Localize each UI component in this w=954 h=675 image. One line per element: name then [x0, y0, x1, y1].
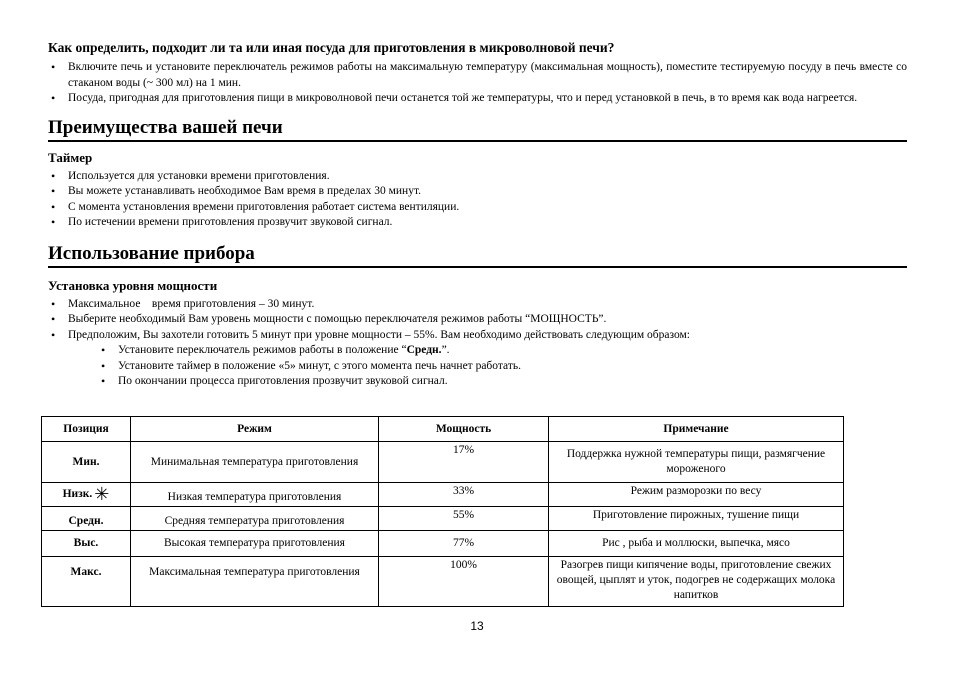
note-cell: Приготовление пирожных, тушение пищи: [549, 507, 844, 531]
position-cell: Мин.: [42, 442, 131, 483]
col-header-mode: Режим: [131, 417, 379, 442]
table-row: [42, 507, 844, 531]
list-item: • По окончании процесса приготовления прозвучит звуковой сигнал.: [98, 374, 907, 390]
list-item: [98, 343, 907, 359]
usage-list: [48, 297, 907, 344]
table-row: [42, 557, 844, 607]
document-page: [48, 40, 907, 390]
list-item: • Установите таймер в положение «5» минут, с этого момента печь начнет работать.: [98, 359, 907, 375]
position-cell: Макс.: [42, 557, 131, 607]
power-cell: 17%: [379, 442, 549, 483]
usage-heading: Использование прибора: [48, 243, 907, 268]
position-cell: Средн.: [42, 507, 131, 531]
list-item: • Предположим, Вы захотели готовить 5 минут при уровне мощности – 55%. Вам необходимо действовать следующим образом:: [48, 328, 907, 344]
mode-cell: Максимальная температура приготовления: [131, 557, 379, 607]
power-table-wrapper: [41, 416, 844, 607]
timer-list: [48, 169, 907, 231]
list-item: • Включите печь и установите переключатель режимов работы на максимальную температуру (максимальная мощность), поместите тестируемую посуду в печь вместе со стаканом воды (~ 300 мл) на 1 мин.: [48, 60, 907, 91]
note-cell: Рис , рыба и моллюски, выпечка, мясо: [549, 531, 844, 557]
power-cell: 33%: [379, 483, 549, 507]
list-item: • Посуда, пригодная для приготовления пищи в микроволновой печи останется той же температуры, что и перед установкой в печь, в то время как вода нагреется.: [48, 91, 907, 107]
power-cell: 77%: [379, 531, 549, 557]
list-item: • Вы можете устанавливать необходимое Вам время в пределах 30 минут.: [48, 184, 907, 200]
snowflake-icon: ✳: [94, 484, 110, 504]
power-level-subheading: Установка уровня мощности: [48, 277, 218, 293]
note-cell: Режим разморозки по весу: [549, 483, 844, 507]
list-item: • Используется для установки времени приготовления.: [48, 169, 907, 185]
timer-subheading: Таймер: [48, 149, 93, 165]
note-cell: Поддержка нужной температуры пищи, размягчение мороженого: [549, 442, 844, 483]
col-header-power: Мощность: [379, 417, 549, 442]
check-section-list: [48, 60, 907, 107]
usage-steps-list: [98, 343, 907, 390]
advantages-heading: Преимущества вашей печи: [48, 117, 907, 142]
col-header-note: Примечание: [549, 417, 844, 442]
col-header-position: Позиция: [42, 417, 131, 442]
step-bold-text: Средн.: [406, 344, 442, 356]
position-cell: [42, 483, 131, 507]
table-header-row: [42, 417, 844, 442]
page-number: 13: [470, 619, 484, 633]
table-row: [42, 483, 844, 507]
list-item: • Максимальное время приготовления – 30 минут.: [48, 297, 907, 313]
note-cell: Разогрев пищи кипячение воды, приготовление свежих овощей, цыплят и уток, подогрев не содержащих молока напитков: [549, 557, 844, 607]
list-item: • По истечении времени приготовления прозвучит звуковой сигнал.: [48, 215, 907, 231]
table-row: [42, 442, 844, 483]
mode-cell: Минимальная температура приготовления: [131, 442, 379, 483]
power-cell: 55%: [379, 507, 549, 531]
list-item: • Выберите необходимый Вам уровень мощности с помощью переключателя режимов работы “МОЩНОСТЬ”.: [48, 312, 907, 328]
step-text: Установите переключатель режимов работы в положение “: [118, 344, 407, 356]
power-cell: 100%: [379, 557, 549, 607]
mode-cell: Высокая температура приготовления: [131, 531, 379, 557]
position-cell: Выс.: [42, 531, 131, 557]
list-item: • С момента установления времени приготовления работает система вентиляции.: [48, 200, 907, 216]
mode-cell: Средняя температура приготовления: [131, 507, 379, 531]
power-table: [41, 416, 844, 607]
check-section-title: Как определить, подходит ли та или иная посуда для приготовления в микроволновой печи?: [48, 40, 615, 55]
step-text: ”.: [441, 344, 450, 356]
mode-cell: Низкая температура приготовления: [131, 483, 379, 507]
table-row: [42, 531, 844, 557]
position-label: Низк.: [62, 488, 93, 500]
